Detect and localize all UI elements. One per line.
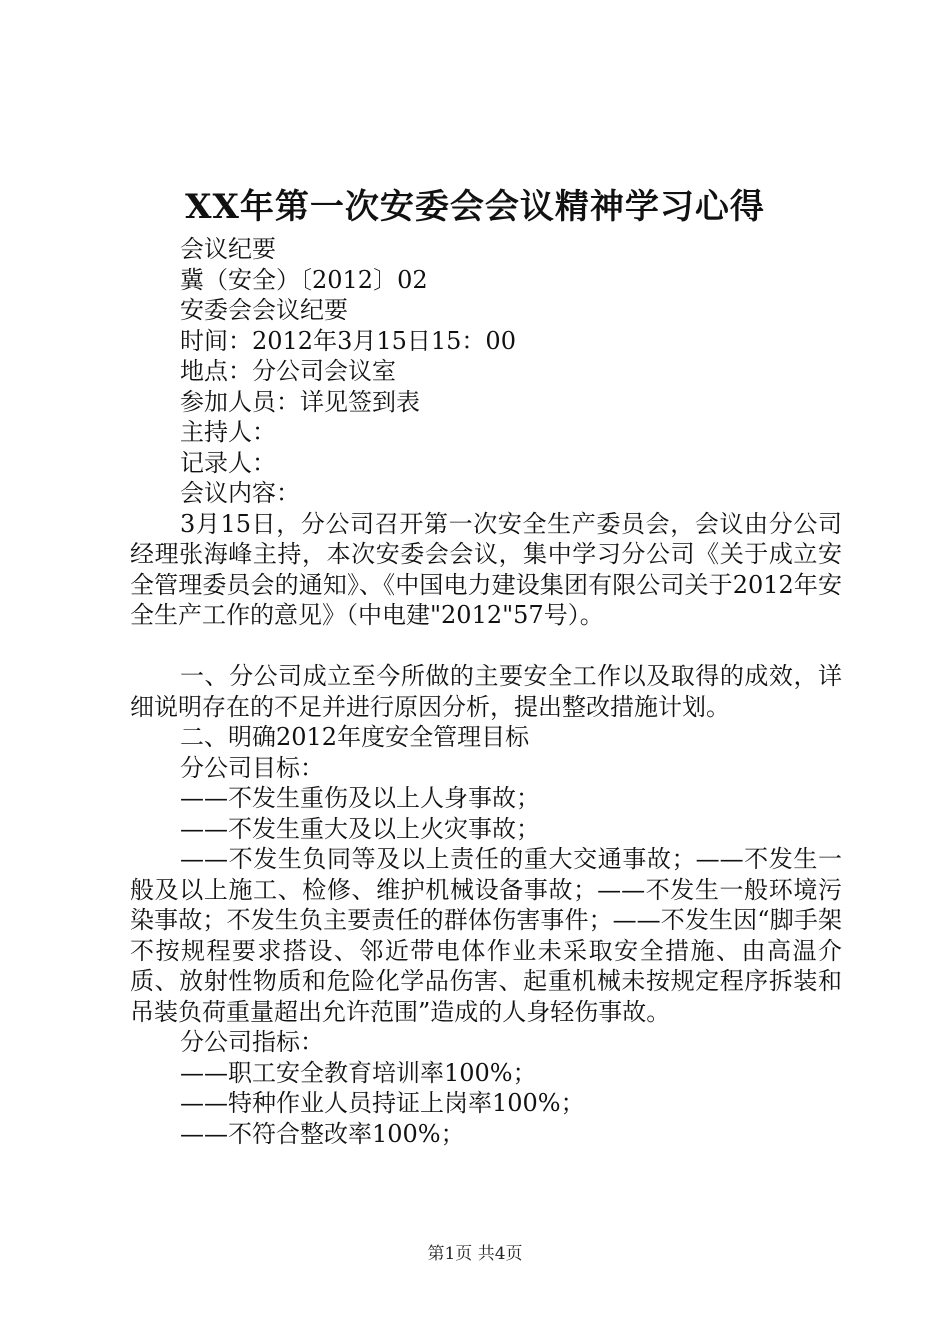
goals-label: 分公司目标：	[180, 753, 324, 782]
page-footer: 第1页 共4页	[427, 1244, 523, 1264]
goal-item: ——不发生重大及以上火灾事故；	[180, 814, 540, 843]
header-line-location: 地点：分公司会议室	[180, 357, 396, 385]
blank-line	[130, 631, 842, 662]
header-line-recorder: 记录人：	[180, 448, 276, 477]
header-line-committee-minutes: 安委会会议纪要	[180, 296, 348, 324]
item-one-paragraph: 一、分公司成立至今所做的主要安全工作以及取得的成效，详细说明存在的不足并进行原因分析，提出整改措施计划。	[130, 662, 842, 721]
header-line-host: 主持人：	[180, 418, 276, 446]
indicator-item: ——特种作业人员持证上岗率100%；	[180, 1089, 585, 1117]
item-two-heading: 二、明确2012年度安全管理目标	[180, 723, 530, 751]
indicators-label: 分公司指标：	[180, 1028, 324, 1056]
header-line-meeting-minutes: 会议纪要	[180, 235, 276, 263]
document-body	[130, 234, 842, 1149]
goal-item: ——不发生重伤及以上人身事故；	[180, 784, 540, 812]
goal-paragraph: ——不发生负同等及以上责任的重大交通事故；——不发生一般及以上施工、检修、维护机械设备事故；——不发生一般环境污染事故；不发生负主要责任的群体伤害事件；——不发生因“脚手架不按规程要求搭设、邻近带电体作业未采取安全措施、由高温介质、放射性物质和危险化学品伤害、起重机械未按规定程序拆装和吊装负荷重量超出允许范围”造成的人身轻伤事故。	[130, 845, 842, 1026]
header-line-attendees: 参加人员：详见签到表	[180, 387, 420, 416]
indicator-item: ——职工安全教育培训率100%；	[180, 1058, 537, 1087]
header-line-document-number: 冀（安全）〔2012〕02	[180, 265, 428, 294]
document-title: XX年第一次安委会会议精神学习心得	[185, 187, 765, 227]
header-line-time: 时间：2012年3月15日15：00	[180, 326, 516, 355]
indicator-item: ——不符合整改率100%；	[180, 1119, 465, 1148]
intro-paragraph: 3月15日，分公司召开第一次安全生产委员会，会议由分公司经理张海峰主持，本次安委会会议，集中学习分公司《关于成立安全管理委员会的通知》、《中国电力建设集团有限公司关于2012年安全生产工作的意见》（中电建"2012"57号）。	[130, 509, 842, 629]
header-line-content-label: 会议内容：	[180, 479, 300, 507]
